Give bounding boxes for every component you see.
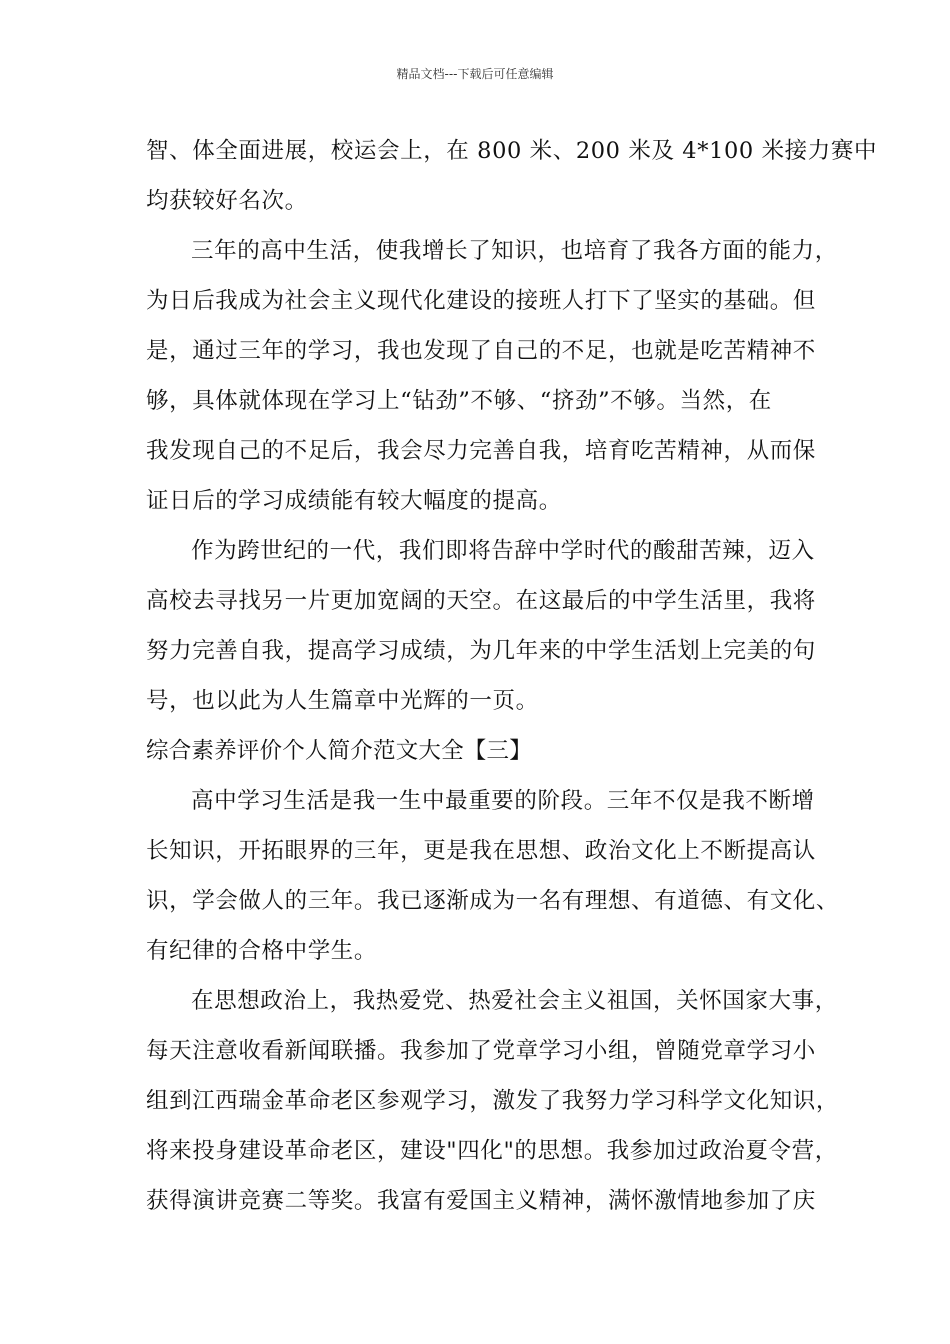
- text-line: 号，也以此为人生篇章中光辉的一页。: [146, 688, 539, 714]
- text-line: 为日后我成为社会主义现代化建设的接班人打下了坚实的基础。但: [146, 288, 816, 314]
- text-line: 长知识，开拓眼界的三年，更是我在思想、政治文化上不断提高认: [146, 838, 816, 864]
- text-line: 高校去寻找另一片更加宽阔的天空。在这最后的中学生活里，我将: [146, 588, 816, 614]
- text-line: 够，具体就体现在学习上“钻劲”不够、“挤劲”不够。当然，在: [146, 388, 772, 414]
- document-body: [146, 126, 878, 1226]
- text-line: 有纪律的合格中学生。: [146, 938, 378, 964]
- text-line: 努力完善自我，提高学习成绩，为几年来的中学生活划上完美的句: [146, 638, 816, 664]
- text-line: 识，学会做人的三年。我已逐渐成为一名有理想、有道德、有文化、: [146, 888, 840, 914]
- text-line: 获得演讲竞赛二等奖。我富有爱国主义精神，满怀激情地参加了庆: [146, 1188, 816, 1214]
- text-line: 均获较好名次。: [146, 188, 308, 214]
- text-line: 智、体全面进展，校运会上，在 800 米、200 米及 4*100 米接力赛中: [146, 138, 878, 164]
- paragraph-start-line: 作为跨世纪的一代，我们即将告辞中学时代的酸甜苦辣，迈入: [191, 538, 815, 564]
- text-line: 是，通过三年的学习，我也发现了自己的不足，也就是吃苦精神不: [146, 338, 816, 364]
- text-line: 我发现自己的不足后，我会尽力完善自我，培育吃苦精神，从而保: [146, 438, 816, 464]
- page-header: 精品文档---下载后可任意编辑: [396, 67, 554, 81]
- text-line: 将来投身建设革命老区，建设"四化"的思想。我参加过政治夏令营，: [146, 1138, 838, 1164]
- paragraph-start-line: 在思想政治上，我热爱党、热爱社会主义祖国，关怀国家大事，: [191, 988, 838, 1014]
- section-heading: 综合素养评价个人简介范文大全【三】: [146, 738, 532, 764]
- paragraph-start-line: 高中学习生活是我一生中最重要的阶段。三年不仅是我不断增: [191, 788, 815, 814]
- paragraph-start-line: 三年的高中生活，使我增长了知识，也培育了我各方面的能力，: [191, 238, 838, 264]
- text-line: 组到江西瑞金革命老区参观学习，激发了我努力学习科学文化知识，: [146, 1088, 840, 1114]
- text-line: 每天注意收看新闻联播。我参加了党章学习小组，曾随党章学习小: [146, 1038, 816, 1064]
- text-line: 证日后的学习成绩能有较大幅度的提高。: [146, 488, 562, 514]
